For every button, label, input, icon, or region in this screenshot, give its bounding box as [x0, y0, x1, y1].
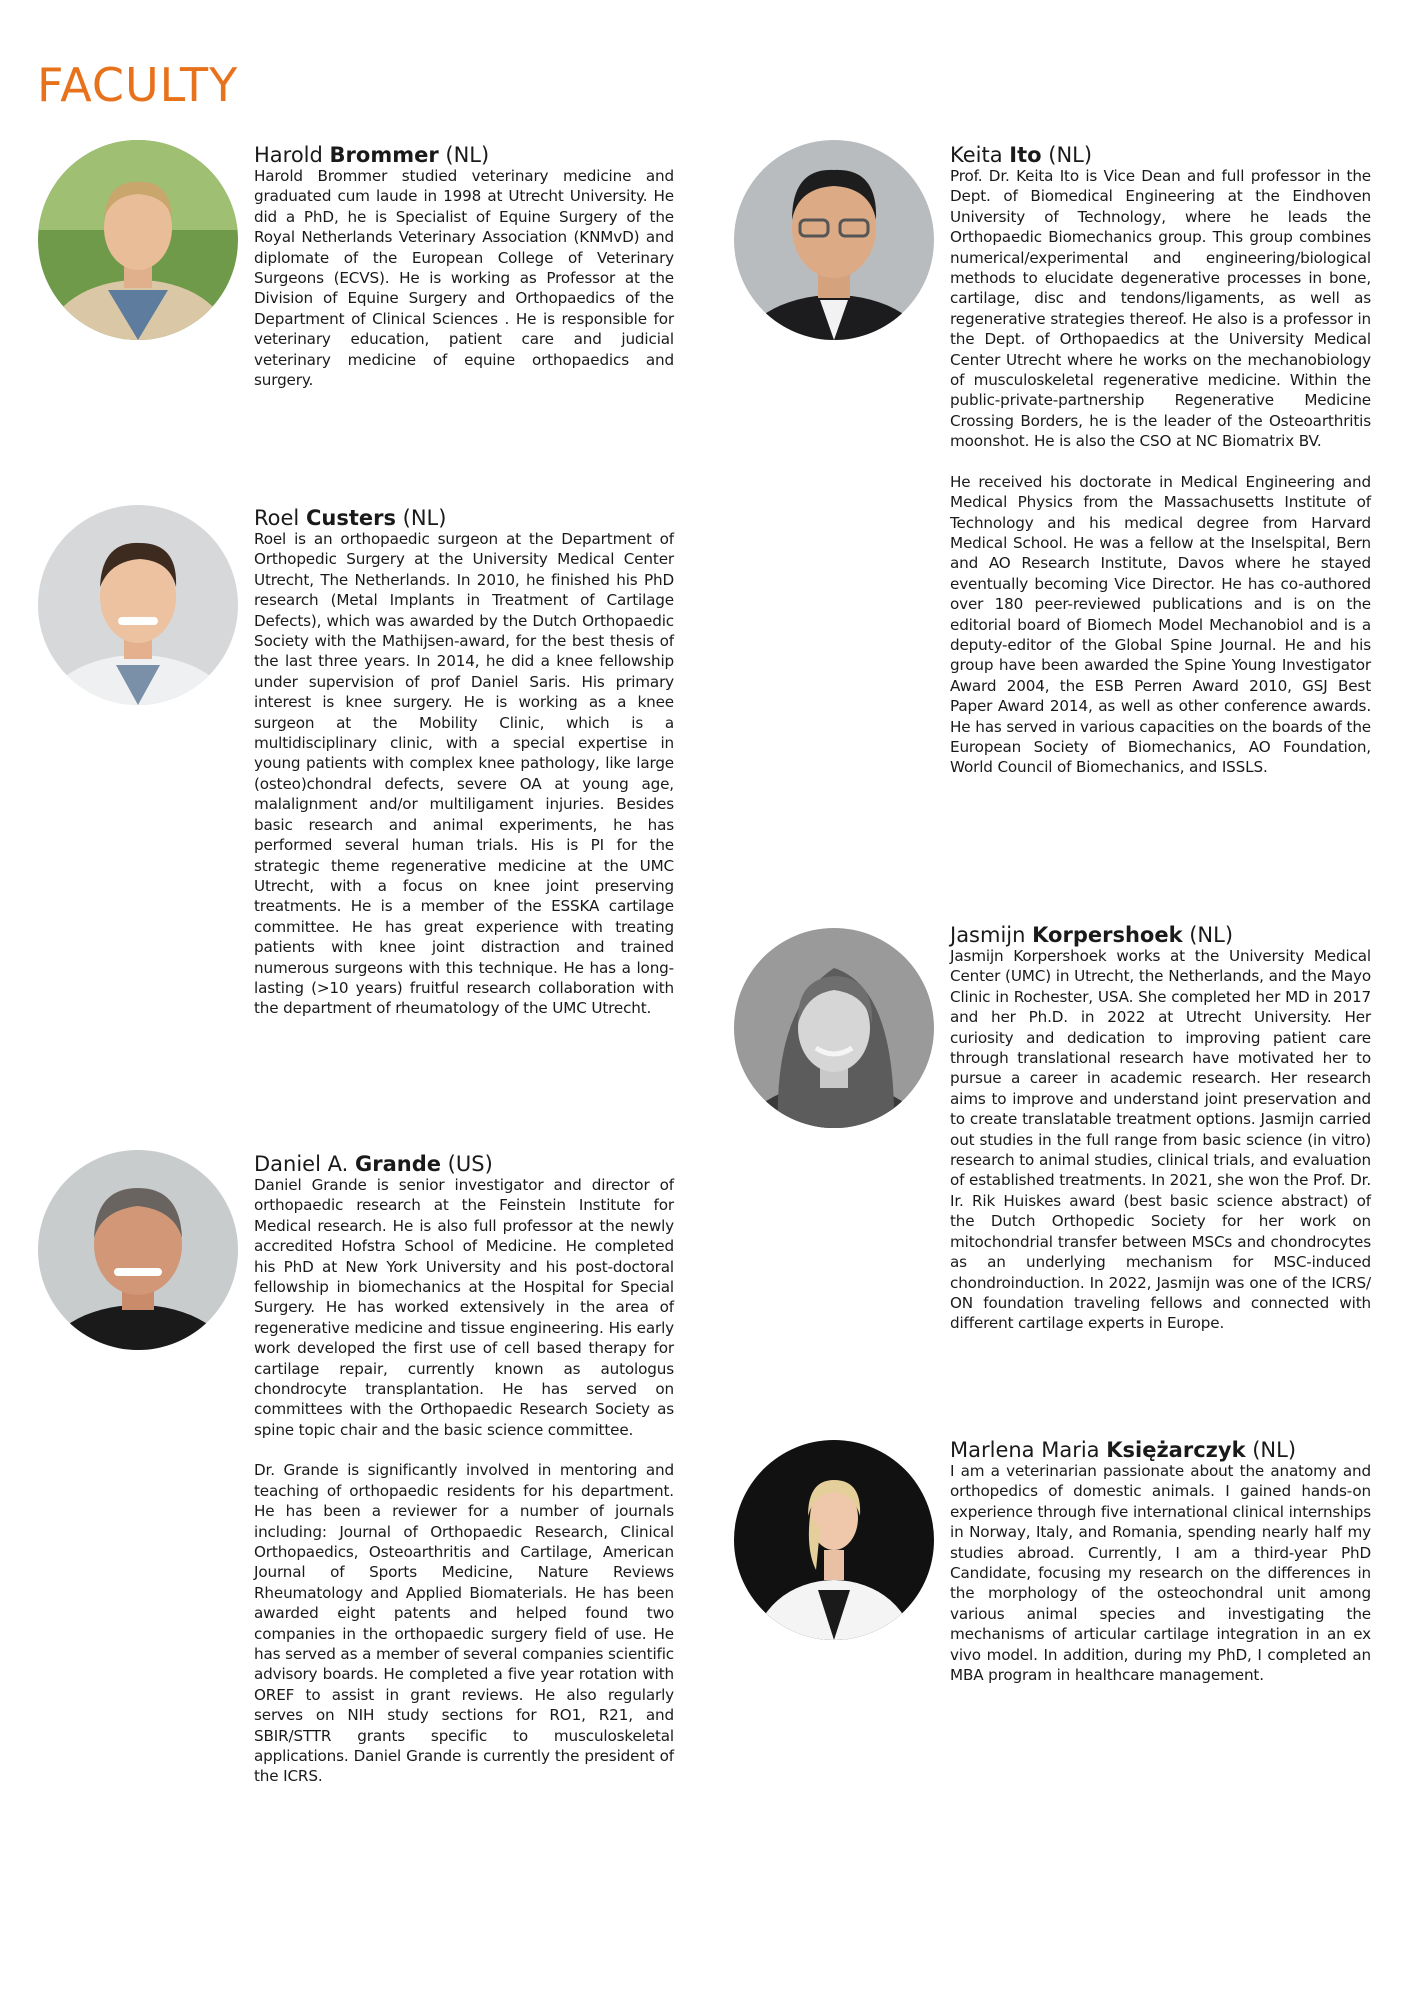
bio-paragraph: Harold Brommer studied veterinary medicine and graduated cum laude in 1998 at Utrecht University. He did a PhD, he is Specialist of Equine Surgery of the Royal Netherlands Veterinary Association (KNMvD) and diplomate of the European College of Veterinary Surgeons (ECVS). He is working as Professor at the Division of Equine Surgery and Orthopaedics of the Department of Clinical Sciences . He is responsible for veterinary education, patient care and judicial veterinary medicine of equine orthopaedics and surgery.	[254, 167, 674, 390]
faculty-name	[254, 507, 674, 529]
country-code: (NL)	[445, 143, 490, 167]
faculty-name	[950, 144, 1371, 166]
bio-paragraph: I am a veterinarian passionate about the anatomy and orthopedics of domestic animals. I gained hands-on experience through five international clinical internships in Norway, Italy, and Romania, spending nearly half my studies abroad. Currently, I am a third-year PhD Candidate, focusing my research on the differences in the morphology of the osteochondral unit among various animal species and investigating the mechanisms of articular cartilage integration in an ex vivo model. In addition, during my PhD, I completed an MBA program in healthcare management.	[950, 1462, 1371, 1685]
faculty-name	[950, 1439, 1371, 1461]
bio-paragraph: Prof. Dr. Keita Ito is Vice Dean and full professor in the Dept. of Biomedical Engineering at the Eindhoven University of Technology, where he leads the Orthopaedic Biomechanics group. This group combines numerical/experimental and engineering/biological methods to elucidate degenerative processes in bone, cartilage, disc and tendons/ligaments, as well as regenerative strategies thereof. He also is a professor in the Dept. of Orthopaedics at the University Medical Center Utrecht where he works on the mechanobiology of musculoskeletal regenerative medicine. Within the public-private-partnership Regenerative Medicine Crossing Borders, he is the leader of the Osteoarthritis moonshot. He is also the CSO at NC Biomatrix BV.	[950, 167, 1371, 451]
portrait-photo	[734, 928, 934, 1128]
last-name: Custers	[305, 506, 396, 530]
portrait-photo	[38, 505, 238, 705]
bio-paragraph: Jasmijn Korpershoek works at the University Medical Center (UMC) in Utrecht, the Netherlands, and the Mayo Clinic in Rochester, USA. She completed her MD in 2017 and her Ph.D. in 2022 at Utrecht University. Her curiosity and dedication to improving patient care through translational research have motivated her to pursue a career in academic research. Her research aims to improve and understand joint preservation and to create translatable treatment options. Jasmijn carried out studies in the full range from basic science (in vitro) research to animal studies, clinical trials, and evaluation of established treatments. In 2021, she won the Prof. Dr. Ir. Rik Huiskes award (best basic science abstract) of the Dutch Orthopedic Society for her work on mitochondrial transfer between MSCs and chondrocytes as an underlying mechanism for MSC-induced chondroinduction. In 2022, Jasmijn was one of the ICRS/ ON foundation traveling fellows and connected with different cartilage experts in Europe.	[950, 947, 1371, 1333]
page-title: FACULTY	[37, 58, 239, 112]
first-name: Jasmijn	[950, 923, 1026, 947]
last-name: Księżarczyk	[1106, 1438, 1246, 1462]
bio-paragraph: Dr. Grande is significantly involved in mentoring and teaching of orthopaedic residents for his department. He has been a reviewer for a number of journals including: Journal of Orthopaedic Research, Clinical Orthopaedics, Osteoarthritis and Cartilage, American Journal of Sports Medicine, Nature Reviews Rheumatology and Applied Biomaterials. He has been awarded eight patents and helped found two companies in the orthopaedic surgery field of use. He has served as a member of several companies scientific advisory boards. He completed a five year rotation with OREF to assist in grant reviews. He also regularly serves on NIH study sections for RO1, R21, and SBIR/STTR grants specific to musculoskeletal applications. Daniel Grande is currently the president of the ICRS.	[254, 1461, 674, 1786]
portrait-photo	[38, 140, 238, 340]
country-code: (NL)	[1252, 1438, 1297, 1462]
bio-paragraph: He received his doctorate in Medical Engineering and Medical Physics from the Massachusetts Institute of Technology and his medical degree from Harvard Medical School. He was a fellow at the Inselspital, Bern and AO Research Institute, Davos where he stayed eventually becoming Vice Director. He has co-authored over 180 peer-reviewed publications and is on the editorial board of Biomech Model Mechanobiol and is a deputy-editor of the Global Spine Journal. He and his group have been awarded the Spine Young Investigator Award 2004, the ESB Perren Award 2010, GSJ Best Paper Award 2014, as well as other conference awards. He has served in various capacities on the boards of the European Society of Biomechanics, AO Foundation, World Council of Biomechanics, and ISSLS.	[950, 472, 1371, 777]
first-name: Marlena Maria	[950, 1438, 1100, 1462]
portrait-photo	[734, 140, 934, 340]
country-code: (NL)	[402, 506, 447, 530]
bio-paragraph: Roel is an orthopaedic surgeon at the Department of Orthopedic Surgery at the University Medical Center Utrecht, The Netherlands. In 2010, he finished his PhD research (Metal Implants in Treatment of Cartilage Defects), which was awarded by the Dutch Orthopaedic Society with the Mathijsen-award, for the best thesis of the last three years. In 2014, he did a knee fellowship under supervision of prof Daniel Saris. His primary interest is knee surgery. He is working as a knee surgeon at the Mobility Clinic, which is a multidisciplinary clinic, with a special expertise in young patients with complex knee pathology, like large (osteo)chondral defects, severe OA at young age, malalignment and/or multiligament injuries. Besides basic research and animal experiments, he has performed several human trials. His is PI for the strategic theme regenerative medicine at the UMC Utrecht, with a focus on knee joint preserving treatments. He is a member of the ESSKA cartilage committee. He has great experience with treating patients with knee joint distraction and trained numerous surgeons with this technique. He has a long-lasting (>10 years) fruitful research collaboration with the department of rheumatology of the UMC Utrecht.	[254, 530, 674, 1018]
first-name: Keita	[950, 143, 1003, 167]
first-name: Roel	[254, 506, 300, 530]
country-code: (US)	[447, 1152, 493, 1176]
last-name: Brommer	[329, 143, 439, 167]
last-name: Ito	[1009, 143, 1042, 167]
country-code: (NL)	[1189, 923, 1234, 947]
first-name: Daniel A.	[254, 1152, 349, 1176]
faculty-name	[254, 144, 674, 166]
last-name: Grande	[354, 1152, 441, 1176]
last-name: Korpershoek	[1032, 923, 1183, 947]
portrait-photo	[38, 1150, 238, 1350]
country-code: (NL)	[1048, 143, 1093, 167]
bio-paragraph: Daniel Grande is senior investigator and director of orthopaedic research at the Feinstein Institute for Medical research. He is also full professor at the newly accredited Hofstra School of Medicine. He completed his PhD at New York University and his post-doctoral fellowship in biomechanics at the Hospital for Special Surgery. He has worked extensively in the area of regenerative medicine and tissue engineering. His early work developed the first use of cell based therapy for cartilage repair, currently known as autologus chondrocyte transplantation. He has served on committees with the Orthopaedic Research Society as spine topic chair and the basic science committee.	[254, 1176, 674, 1439]
faculty-name	[254, 1153, 674, 1175]
portrait-photo	[734, 1440, 934, 1640]
faculty-name	[950, 924, 1371, 946]
first-name: Harold	[254, 143, 323, 167]
